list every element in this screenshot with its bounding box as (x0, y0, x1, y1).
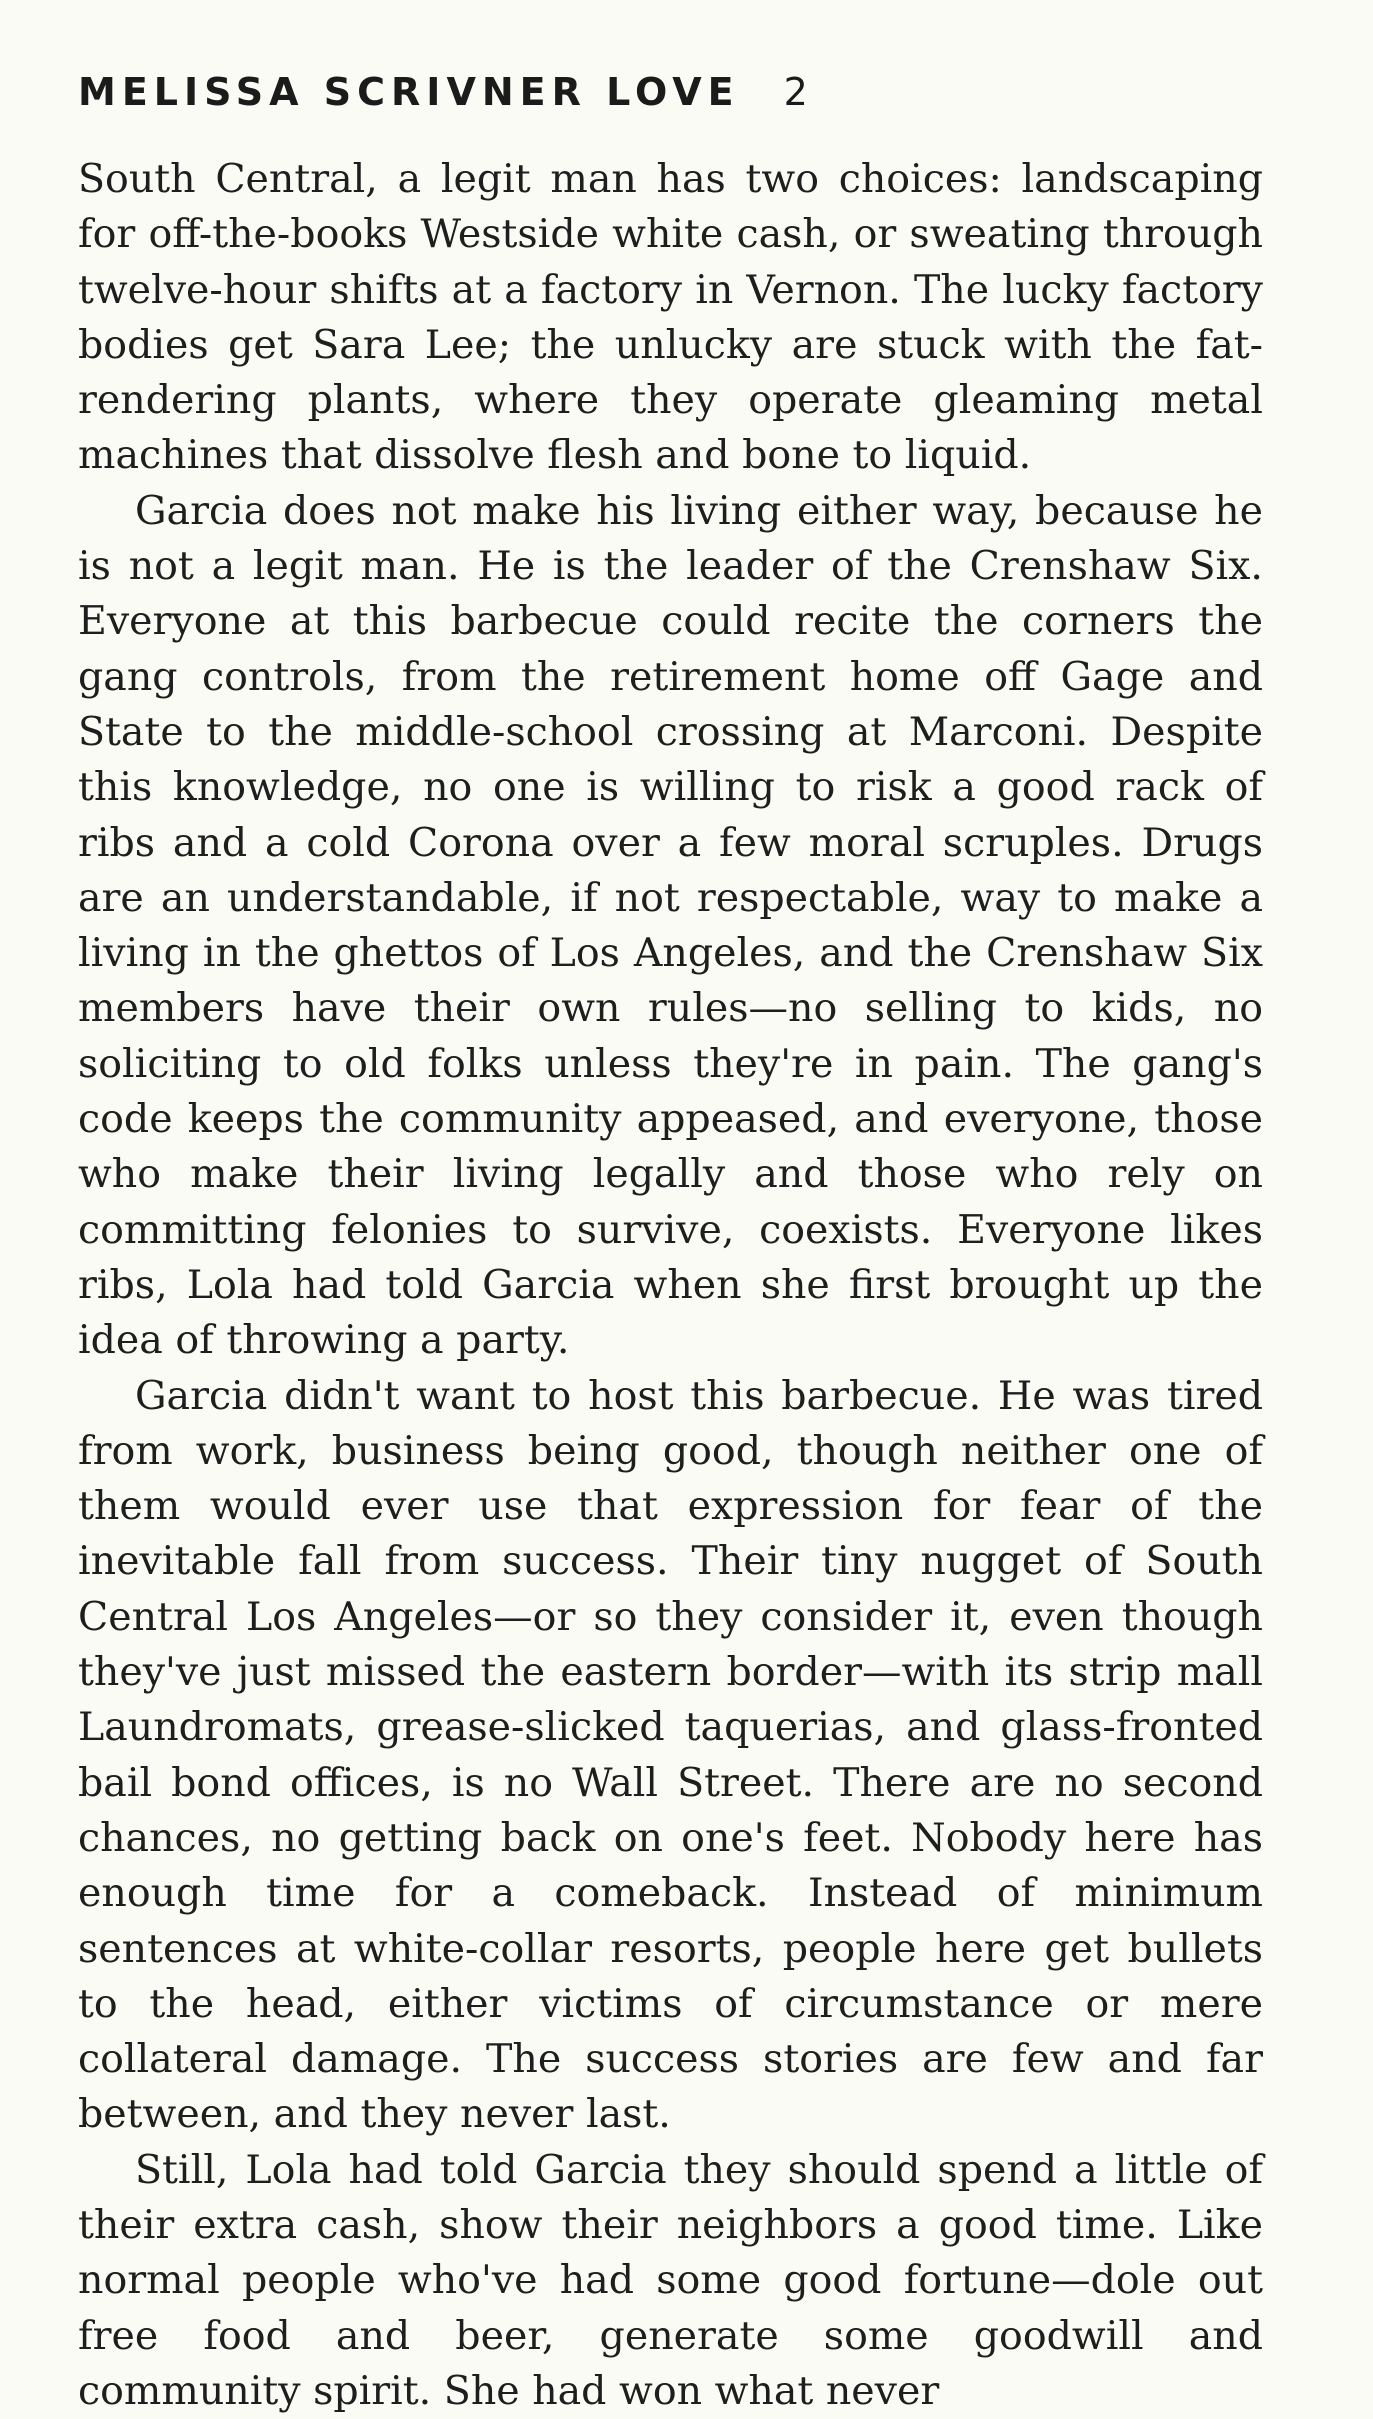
paragraph: Garcia didn't want to host this barbecue. He was tired from work, business being good, though neither one of them would ever use that expression for fear of the inevitable fall from success. Their tiny nugget of South Central Los Angeles—or so they consider it, even though they've just missed the eastern border—with its strip mall Laundromats, grease-slicked taquerias, and glass-fronted bail bond offices, is no Wall Street. There are no second chances, no getting back on one's feet. Nobody here has enough time for a comeback. Instead of minimum sentences at white-collar resorts, people here get bullets to the head, either victims of circumstance or mere collateral damage. The success stories are few and far between, and they never last. (78, 1372, 1263, 2138)
paragraph: Still, Lola had told Garcia they should spend a little of their extra cash, show their neighbors a good time. Like normal people who've had some good fortune—dole out free food and beer, generate some goodwill and community spirit. She had won what never (78, 2146, 1263, 2414)
paragraph-continued: South Central, a legit man has two choices: landscaping for off-the-books Westside white cash, or sweating through twelve-hour shifts at a factory in Vernon. The lucky factory bodies get Sara Lee; the unlucky are stuck with the fat-rendering plants, where they operate gleaming metal machines that dissolve flesh and bone to liquid. (78, 156, 1263, 479)
paragraph: Garcia does not make his living either way, because he is not a legit man. He is the leader of the Crenshaw Six. Everyone at this barbecue could recite the corners the gang controls, from the retirement home off Gage and State to the middle-school crossing at Marconi. Despite this knowledge, no one is willing to risk a good rack of ribs and a cold Corona over a few moral scruples. Drugs are an understandable, if not respectable, way to make a living in the ghettos of Los Angeles, and the Crenshaw Six members have their own rules—no selling to kids, no soliciting to old folks unless they're in pain. The gang's code keeps the community appeased, and everyone, those who make their living legally and those who rely on committing felonies to survive, coexists. Everyone likes ribs, Lola had told Garcia when she first brought up the idea of throwing a party. (78, 487, 1263, 1364)
page-number: 2 (783, 70, 808, 114)
author-name: MELISSA SCRIVNER LOVE (78, 70, 740, 114)
running-head (78, 70, 1263, 140)
body-text (78, 152, 1263, 2419)
